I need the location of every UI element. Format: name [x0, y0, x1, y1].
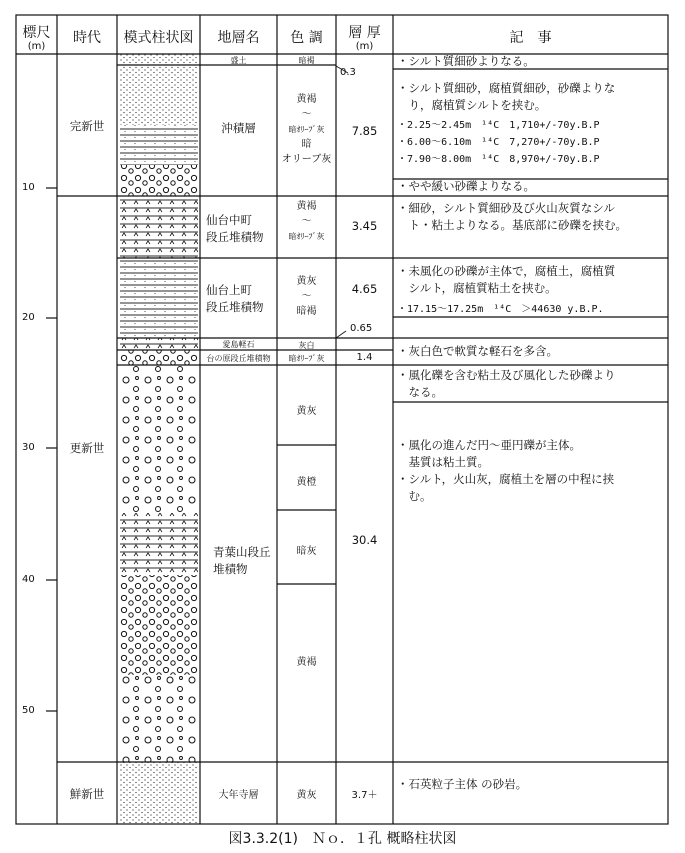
thickness-kamimachi: 4.65 [351, 282, 378, 296]
scale-tick-30: 30 [22, 442, 35, 453]
formation-topsoil: 盛土 [230, 56, 247, 65]
remark-alluvium-dates: ・2.25～2.45m ¹⁴C 1,710+/-70y.B.P ・6.00～6.10m ¹⁴C 7,270+/-70y.B.P ・7.90～8.00m ¹⁴C 8,970+/-70y.B.P [397, 120, 600, 165]
color-kamimachi: 黄灰 ～ 暗褐 [296, 276, 317, 317]
figure-caption: 図3.3.2(1) Ｎｏ．１孔 概略柱状図 [228, 831, 457, 847]
era-pleistocene: 更新世 [69, 441, 105, 455]
scale-tick-40: 40 [22, 574, 35, 585]
color-aoba2: 黄橙 [296, 477, 317, 488]
thickness-dainenji: 3.7＋ [351, 790, 378, 801]
thickness-nakamachi: 3.45 [351, 219, 378, 233]
remark-gravel: ・やや緩い砂礫よりなる。 [397, 179, 535, 193]
color-aoba4: 黄褐 [296, 657, 317, 668]
formation-dainohara: 台の原段丘堆積物 [206, 354, 271, 363]
color-aoba1: 黄灰 [296, 406, 317, 417]
color-nakamachi: 黄褐 ～ 暗ｵﾘｰﾌﾞ灰 [288, 201, 325, 241]
remark-aobayama: ・風化の進んだ円～亜円礫が主体。 基質は粘土質。 ・シルト，火山灰，腐植土を層の中程に挟 む。 [397, 438, 615, 503]
header-era: 時代 [73, 30, 101, 46]
remark-nakamachi: ・細砂，シルト質細砂及び火山灰質なシル ト・粘土よりなる。基底部に砂礫を挟む。 [397, 201, 627, 232]
header-thickness: 層 厚 (m) [348, 25, 381, 52]
thickness-topsoil: 0.3 [340, 67, 356, 78]
scale-tick-50: 50 [22, 705, 35, 716]
formation-dainenji: 大年寺層 [218, 790, 259, 801]
formation-alluvium: 沖積層 [221, 121, 256, 135]
header-scale: 標尺 (m) [22, 25, 51, 52]
header-color: 色 調 [290, 30, 323, 46]
remark-dainenji: ・石英粒子主体 の砂岩。 [397, 777, 528, 791]
color-alluvium: 黄褐 ～ 暗ｵﾘｰﾌﾞ灰 暗 オリーブ灰 [281, 94, 332, 165]
lithology-column [120, 54, 198, 824]
color-dainenji: 黄灰 [296, 790, 317, 801]
header-column: 模式柱状図 [123, 30, 194, 46]
color-aoba3: 暗灰 [296, 546, 317, 557]
header-remarks: 記 事 [509, 30, 552, 46]
thickness-aobayama: 30.4 [351, 533, 378, 547]
remark-alluvium: ・シルト質細砂，腐植質細砂，砂礫よりな り，腐植質シルトを挟む。 [397, 81, 616, 112]
scale-tick-20: 20 [22, 312, 35, 323]
remark-dainohara: ・風化礫を含む粘土及び風化した砂礫より なる。 [397, 368, 616, 399]
remark-kamimachi-date: ・17.15～17.25m ¹⁴C ＞44630 y.B.P. [397, 304, 604, 315]
era-holocene: 完新世 [69, 119, 105, 133]
remark-kamimachi: ・未風化の砂礫が主体で，腐植土，腐植質 シルト，腐植質粘土を挟む。 [397, 264, 616, 295]
color-topsoil: 暗褐 [298, 56, 315, 65]
formation-nakamachi: 仙台中町 段丘堆積物 [206, 213, 264, 244]
header-formation: 地層名 [217, 30, 260, 46]
color-pumice: 灰白 [298, 341, 315, 350]
thickness-alluvium: 7.85 [351, 124, 378, 138]
remark-pumice: ・灰白色で軟質な軽石を多含。 [397, 344, 558, 358]
thickness-pumice: 0.65 [350, 323, 373, 334]
formation-aobayama: 青葉山段丘 堆積物 [213, 545, 271, 576]
scale-tick-10: 10 [22, 182, 35, 193]
thickness-dainohara: 1.4 [356, 352, 373, 363]
remark-topsoil: ・シルト質細砂よりなる。 [397, 54, 535, 68]
formation-kamimachi: 仙台上町 段丘堆積物 [206, 283, 264, 314]
era-pliocene: 鮮新世 [69, 787, 105, 801]
color-dainohara: 暗ｵﾘｰﾌﾞ灰 [288, 354, 325, 363]
formation-pumice: 愛島軽石 [222, 340, 255, 349]
